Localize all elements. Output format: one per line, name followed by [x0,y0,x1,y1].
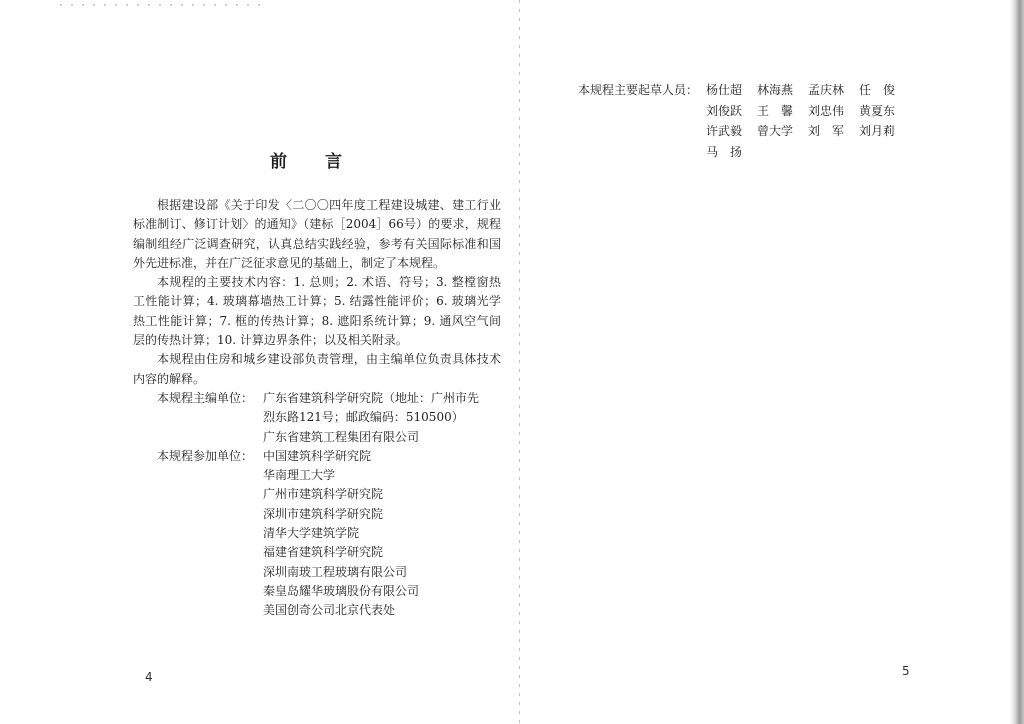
participant-item: 深圳南玻工程玻璃有限公司 [263,564,408,579]
participant-item: 华南理工大学 [263,468,336,483]
participants-label: 本规程参加单位： [157,448,254,463]
drafters-label: 本规程主要起草人员： [578,83,699,97]
drafter-name: 孟庆林 [808,83,845,97]
foreword-body [133,196,501,621]
participant-item: 中国建筑科学研究院 [263,448,372,463]
chief-editor-list [263,389,501,447]
chief-editor-line: 广东省建筑科学研究院（地址：广州市先 [263,390,480,405]
drafter-name: 刘忠伟 [808,103,845,118]
chief-editor-label: 本规程主编单位： [157,390,254,405]
participant-item: 清华大学建筑学院 [263,526,360,541]
drafter-name: 任 俊 [859,83,896,97]
drafter-name: 黄夏东 [859,103,896,118]
paragraph-3: 本规程由住房和城乡建设部负责管理，由主编单位负责具体技术内容的解释。 [133,352,501,386]
drafter-name: 许武毅 [706,124,743,138]
drafter-name: 林海燕 [757,83,794,97]
paragraph-1: 根据建设部《关于印发〈二〇〇四年度工程建设城建、建工行业标准制订、修订计划〉的通知》（建标［2004］66号）的要求，规程编制组经广泛调查研究，认真总结实践经验，参考有关国际标准和国外先进标准，并在广泛征求意见的基础上，制定了本规程。 [133,198,501,270]
paragraph-2: 本规程的主要技术内容：1. 总则；2. 术语、符号；3. 整樘窗热工性能计算；4. 玻璃幕墙热工计算；5. 结露性能评价；6. 玻璃光学热工性能计算；7. 框的传热计算；8. 遮阳系统计算；9. 通风空气间层的传热计算；10. 计算边界条件；以及相关附录。 [133,275,501,348]
drafters-list [706,80,910,162]
scan-edge-shadow [1010,0,1024,724]
participant-item: 广州市建筑科学研究院 [263,487,384,502]
drafters-block [578,80,910,162]
participant-item: 深圳市建筑科学研究院 [263,506,384,521]
drafter-name: 曾大学 [757,124,794,138]
chief-editor-line: 烈东路121号；邮政编码：510500） [263,410,464,425]
drafter-name: 杨仕超 [706,83,743,97]
participants-list [263,447,501,621]
participant-item: 福建省建筑科学研究院 [263,545,384,560]
participants-block [133,447,501,621]
drafter-name: 刘 军 [808,124,845,138]
drafter-name: 马 扬 [706,144,743,159]
participant-item: 秦皇岛耀华玻璃股份有限公司 [263,583,420,598]
chief-editor-line: 广东省建筑工程集团有限公司 [263,429,420,444]
chief-editor-block [133,389,501,447]
page-heading: 前言 [270,152,380,172]
drafter-name: 刘月莉 [859,124,896,138]
participant-item: 美国创奇公司北京代表处 [263,603,396,618]
drafter-name: 刘俊跃 [706,103,743,118]
page-number-left: 4 [145,670,153,684]
page-number-right: 5 [902,664,910,678]
drafter-name: 王 馨 [757,103,794,118]
